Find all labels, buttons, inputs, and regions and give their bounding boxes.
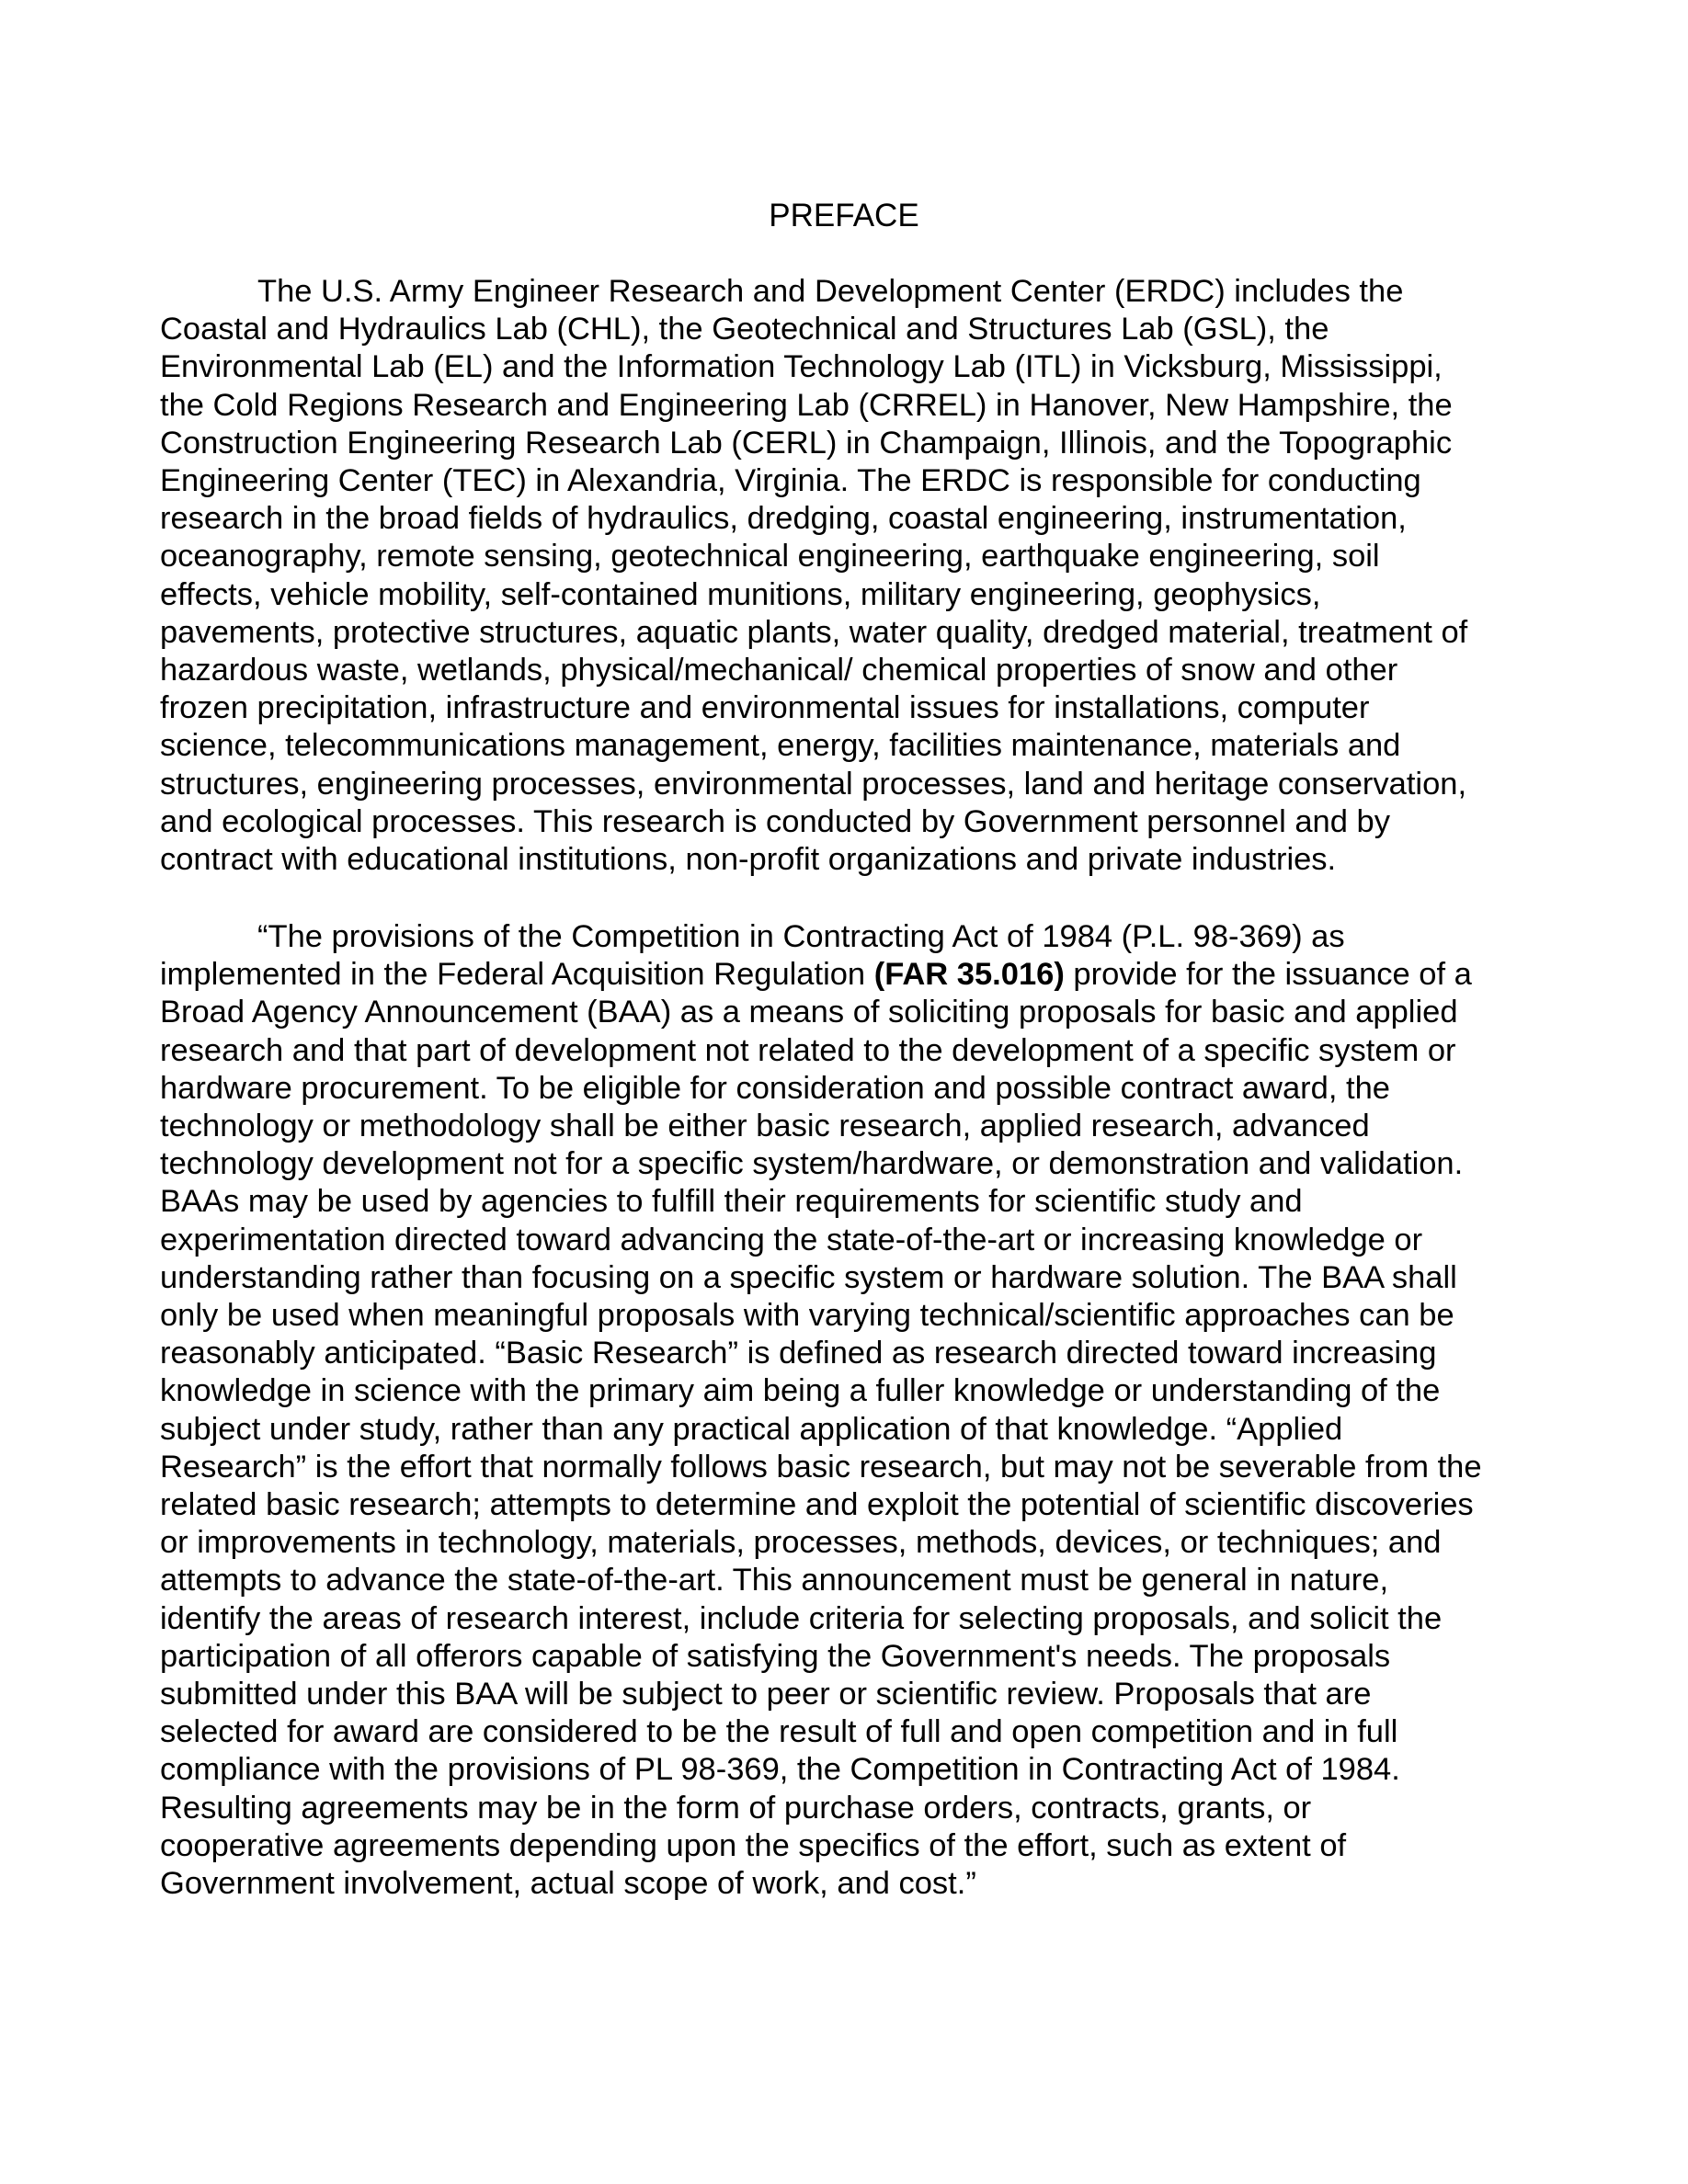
far-citation: (FAR 35.016) [873,957,1065,993]
paragraph-baa-provisions [160,918,1539,1903]
paragraph-line: related basic research; attempts to determine and exploit the potential of scientific discoveries [160,1487,1474,1523]
paragraph-line: identify the areas of research interest, include criteria for selecting proposals, and solicit the [160,1600,1443,1636]
citation-trail-text: provide for the issuance of a [1064,957,1472,993]
paragraph-line: the Cold Regions Research and Engineering Lab (CRREL) in Hanover, New Hampshire, the [160,387,1453,423]
paragraph-line: or improvements in technology, materials, processes, methods, devices, or techniques; and [160,1525,1442,1561]
paragraph-line: participation of all offerors capable of satisfying the Government's needs. The proposals [160,1638,1391,1674]
paragraph-line: experimentation directed toward advancing the state-of-the-art or increasing knowledge or [160,1222,1423,1257]
paragraph-line: technology or methodology shall be either basic research, applied research, advanced [160,1109,1370,1144]
paragraph-line: knowledge in science with the primary aim being a fuller knowledge or understanding of the [160,1373,1441,1409]
paragraph-line: Research” is the effort that normally follows basic research, but may not be severable from the [160,1449,1482,1484]
paragraph-line: subject under study, rather than any practical application of that knowledge. “Applied [160,1411,1343,1447]
paragraph-line: submitted under this BAA will be subject to peer or scientific review. Proposals that are [160,1677,1372,1712]
paragraph-line: Government involvement, actual scope of work, and cost.” [160,1866,976,1902]
paragraph-line: technology development not for a specific system/hardware, or demonstration and validation. [160,1146,1464,1182]
paragraph-line: hardware procurement. To be eligible for consideration and possible contract award, the [160,1070,1390,1106]
paragraph-line: oceanography, remote sensing, geotechnical engineering, earthquake engineering, soil [160,539,1380,574]
paragraph-line: Construction Engineering Research Lab (CERL) in Champaign, Illinois, and the Topographic [160,425,1453,461]
paragraph-line: frozen precipitation, infrastructure and environmental issues for installations, computer [160,690,1370,726]
paragraph-line: BAAs may be used by agencies to fulfill their requirements for scientific study and [160,1184,1303,1220]
page-title: PREFACE [769,198,919,233]
paragraph-line: Engineering Center (TEC) in Alexandria, Virginia. The ERDC is responsible for conducting [160,463,1421,499]
paragraph-line: structures, engineering processes, environmental processes, land and heritage conservation, [160,766,1467,802]
paragraph-line: contract with educational institutions, non-profit organizations and private industries. [160,842,1337,878]
paragraph-line: compliance with the provisions of PL 98-369, the Competition in Contracting Act of 1984. [160,1752,1400,1788]
paragraph-line: hazardous waste, wetlands, physical/mechanical/ chemical properties of snow and other [160,653,1398,688]
paragraph-line: understanding rather than focusing on a specific system or hardware solution. The BAA shall [160,1259,1457,1295]
paragraph-line: Environmental Lab (EL) and the Information Technology Lab (ITL) in Vicksburg, Mississippi, [160,349,1443,385]
paragraph-line: cooperative agreements depending upon the specifics of the effort, such as extent of [160,1827,1347,1863]
paragraph-line: research and that part of development not related to the development of a specific system or [160,1032,1456,1068]
paragraph-line: Coastal and Hydraulics Lab (CHL), the Geotechnical and Structures Lab (GSL), the [160,312,1329,347]
paragraph-line: selected for award are considered to be the result of full and open competition and in full [160,1714,1398,1750]
paragraph-line: The U.S. Army Engineer Research and Development Center (ERDC) includes the [257,274,1404,309]
paragraph-erdc-overview [160,273,1539,879]
paragraph-line: pavements, protective structures, aquatic plants, water quality, dredged material, treatment of [160,614,1468,650]
paragraph-line: reasonably anticipated. “Basic Research” is defined as research directed toward increasing [160,1336,1437,1371]
paragraph-line-with-citation [160,956,1539,994]
paragraph-line: and ecological processes. This research is conducted by Government personnel and by [160,803,1390,839]
paragraph-line: Resulting agreements may be in the form of purchase orders, contracts, grants, or [160,1790,1312,1826]
paragraph-line: attempts to advance the state-of-the-art. This announcement must be general in nature, [160,1563,1389,1598]
paragraph-line: “The provisions of the Competition in Contracting Act of 1984 (P.L. 98-369) as [257,919,1345,954]
paragraph-line: effects, vehicle mobility, self-contained munitions, military engineering, geophysics, [160,576,1321,612]
paragraph-line: research in the broad fields of hydraulics, dredging, coastal engineering, instrumentation, [160,501,1407,537]
paragraph-line: only be used when meaningful proposals with varying technical/scientific approaches can be [160,1298,1454,1334]
paragraph-line: science, telecommunications management, energy, facilities maintenance, materials and [160,728,1401,764]
citation-lead-text: implemented in the Federal Acquisition Regulation [160,957,874,993]
paragraph-line: Broad Agency Announcement (BAA) as a means of soliciting proposals for basic and applied [160,995,1458,1030]
